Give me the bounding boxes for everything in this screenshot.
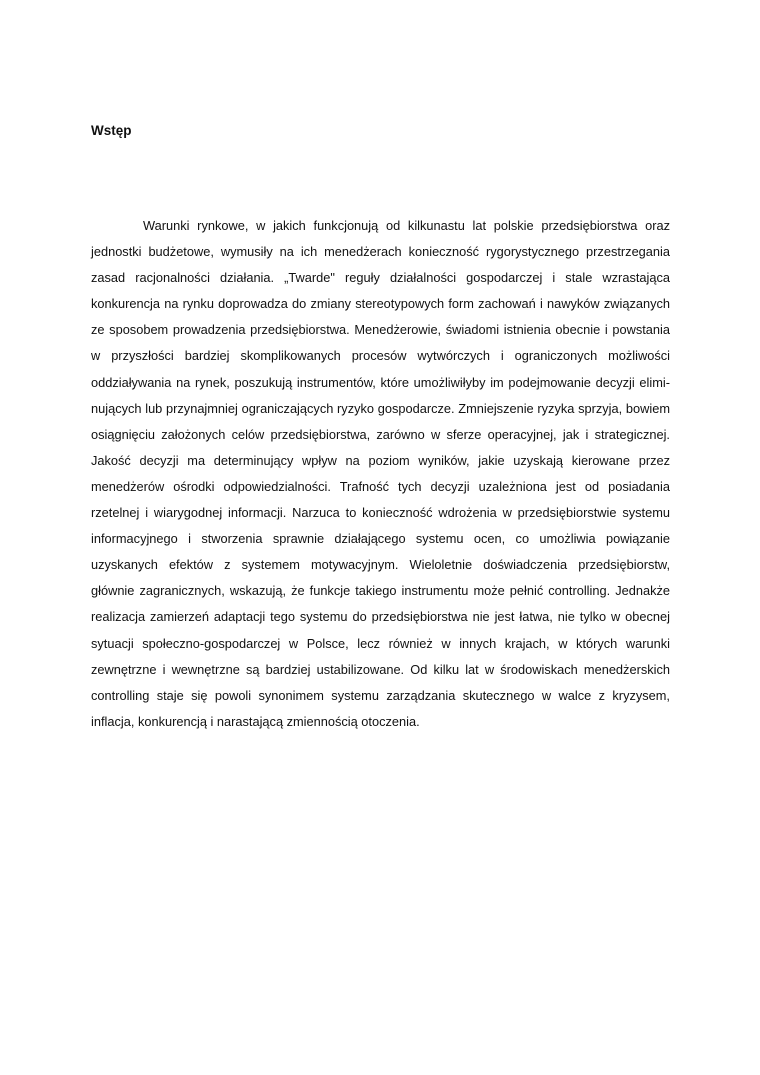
paragraph-line: nujących lub przynajmniej ograniczających ryzyko gospodarcze. Zmniejszenie ryzyka sprzyja, bowiem bbox=[91, 400, 670, 416]
paragraph-line: Jakość decyzji ma determinujący wpływ na poziom wyników, jakie uzyskają kierowane przez bbox=[91, 452, 670, 468]
paragraph-line: ze sposobem prowadzenia przedsiębiorstwa. Menedżerowie, świadomi istnienia obecnie i powstania bbox=[91, 322, 670, 338]
paragraph-line: menedżerów ośrodki odpowiedzialności. Trafność tych decyzji uzależniona jest od posiadania bbox=[91, 478, 670, 494]
paragraph-line: inflacja, konkurencją i narastającą zmiennością otoczenia. bbox=[91, 713, 420, 729]
paragraph-line: jednostki budżetowe, wymusiły na ich menedżerach konieczność rygorystycznego przestrzegania bbox=[91, 244, 670, 260]
paragraph-line: realizacja zamierzeń adaptacji tego systemu do przedsiębiorstwa nie jest łatwa, nie tylko w obecnej bbox=[91, 609, 670, 625]
paragraph-line: oddziaływania na rynek, poszukują instrumentów, które umożliwiłyby im podejmowanie decyzji elimi- bbox=[91, 374, 670, 390]
paragraph-line: Warunki rynkowe, w jakich funkcjonują od kilkunastu lat polskie przedsiębiorstwa oraz bbox=[143, 218, 670, 233]
paragraph-line: rzetelnej i wiarygodnej informacji. Narzuca to konieczność wdrożenia w przedsiębiorstwie systemu bbox=[91, 505, 670, 521]
paragraph-line: konkurencja na rynku doprowadza do zmiany stereotypowych form zachowań i nawyków związanych bbox=[91, 296, 670, 312]
paragraph-line: sytuacji społeczno-gospodarczej w Polsce, lecz również w innych krajach, w których warunki bbox=[91, 635, 670, 651]
paragraph-line: uzyskanych efektów z systemem motywacyjnym. Wieloletnie doświadczenia przedsiębiorstw, bbox=[91, 557, 670, 573]
paragraph-line: zasad racjonalności działania. „Twarde" reguły działalności gospodarczej i stale wzrastająca bbox=[91, 270, 670, 286]
paragraph-line: controlling staje się powoli synonimem systemu zarządzania skutecznego w walce z kryzysem, bbox=[91, 687, 670, 703]
paragraph-line: osiągnięciu założonych celów przedsiębiorstwa, zarówno w sferze operacyjnej, jak i strategicznej. bbox=[91, 426, 670, 442]
paragraph-line: zewnętrzne i wewnętrzne są bardziej ustabilizowane. Od kilku lat w środowiskach menedżerskich bbox=[91, 661, 670, 677]
paragraph-line: informacyjnego i stworzenia sprawnie działającego systemu ocen, co umożliwia powiązanie bbox=[91, 531, 670, 547]
body-paragraph bbox=[91, 213, 670, 735]
paragraph-line: w przyszłości bardziej skomplikowanych procesów wytwórczych i ograniczonych możliwości bbox=[91, 348, 670, 364]
paragraph-line: głównie zagranicznych, wskazują, że funkcje takiego instrumentu może pełnić controlling. Jednakże bbox=[91, 583, 670, 599]
section-heading: Wstęp bbox=[91, 123, 132, 138]
